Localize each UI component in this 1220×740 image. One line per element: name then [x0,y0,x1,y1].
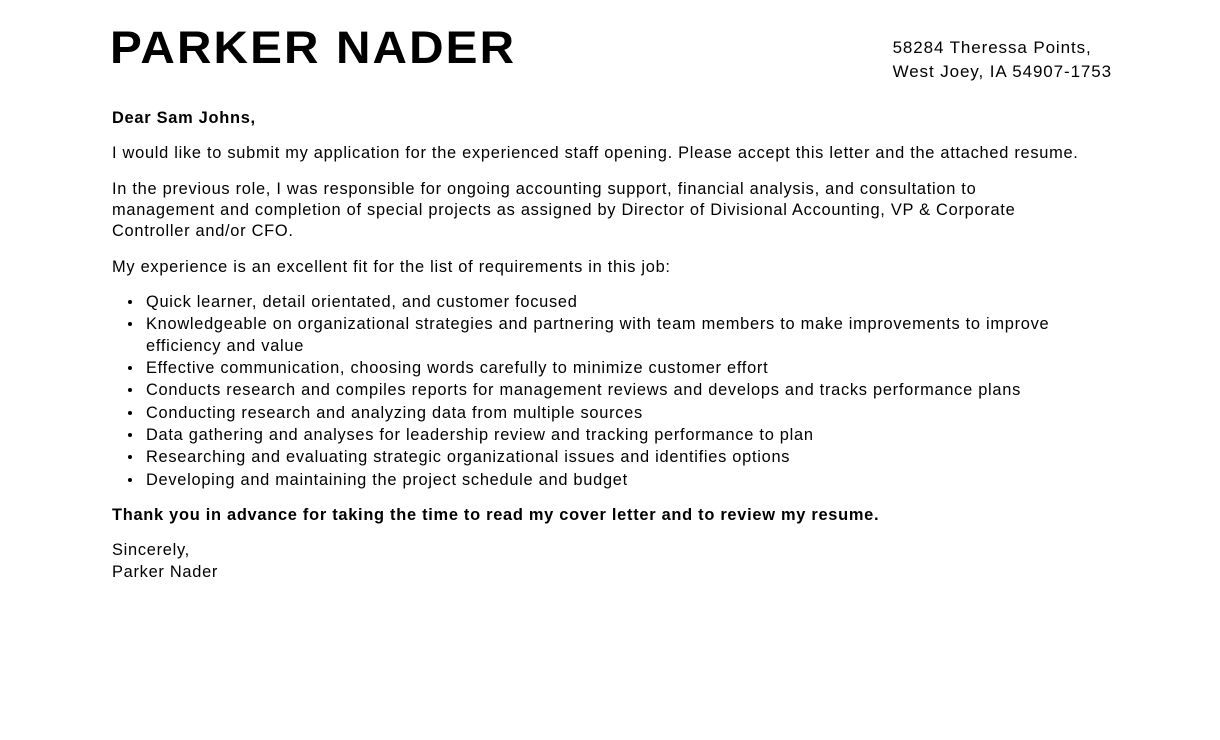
address-line-2: West Joey, IA 54907-1753 [892,62,1112,82]
qualifications-list [112,292,1082,491]
signature-name: Parker Nader [112,562,219,581]
list-item: Data gathering and analyses for leadership review and tracking performance to plan [112,425,1082,446]
list-item: Conducting research and analyzing data from multiple sources [112,403,1082,424]
list-item: Researching and evaluating strategic organizational issues and identifies options [112,447,1082,468]
list-item: Knowledgeable on organizational strategies and partnering with team members to make improvements to improve efficiency and value [112,314,1082,357]
salutation: Dear Sam Johns, [112,109,256,127]
signoff-greeting: Sincerely, [112,541,190,560]
paragraph-intro: I would like to submit my application for the experienced staff opening. Please accept this letter and the attached resume. [112,144,1079,163]
address-line-1: 58284 Theressa Points, [892,38,1092,57]
letter-body [112,108,1082,583]
paragraph-experience: In the previous role, I was responsible for ongoing accounting support, financial analysis, and consultation to management and completion of special projects as assigned by Director of Divisional Accounting, VP & Corporate Controller and/or CFO. [112,179,1016,241]
list-item: Conducts research and compiles reports for management reviews and develops and tracks performance plans [112,380,1082,401]
page-title: PARKER NADER [110,22,517,73]
sender-address [893,36,1112,84]
letterhead [110,24,1120,84]
list-item: Developing and maintaining the project schedule and budget [112,470,1082,491]
signature-block [112,540,1082,583]
paragraph-requirements-lead-in: My experience is an excellent fit for the list of requirements in this job: [112,257,671,276]
closing-statement: Thank you in advance for taking the time to read my cover letter and to review my resume. [112,505,880,524]
list-item: Quick learner, detail orientated, and customer focused [112,292,1082,313]
list-item: Effective communication, choosing words carefully to minimize customer effort [112,358,1082,379]
